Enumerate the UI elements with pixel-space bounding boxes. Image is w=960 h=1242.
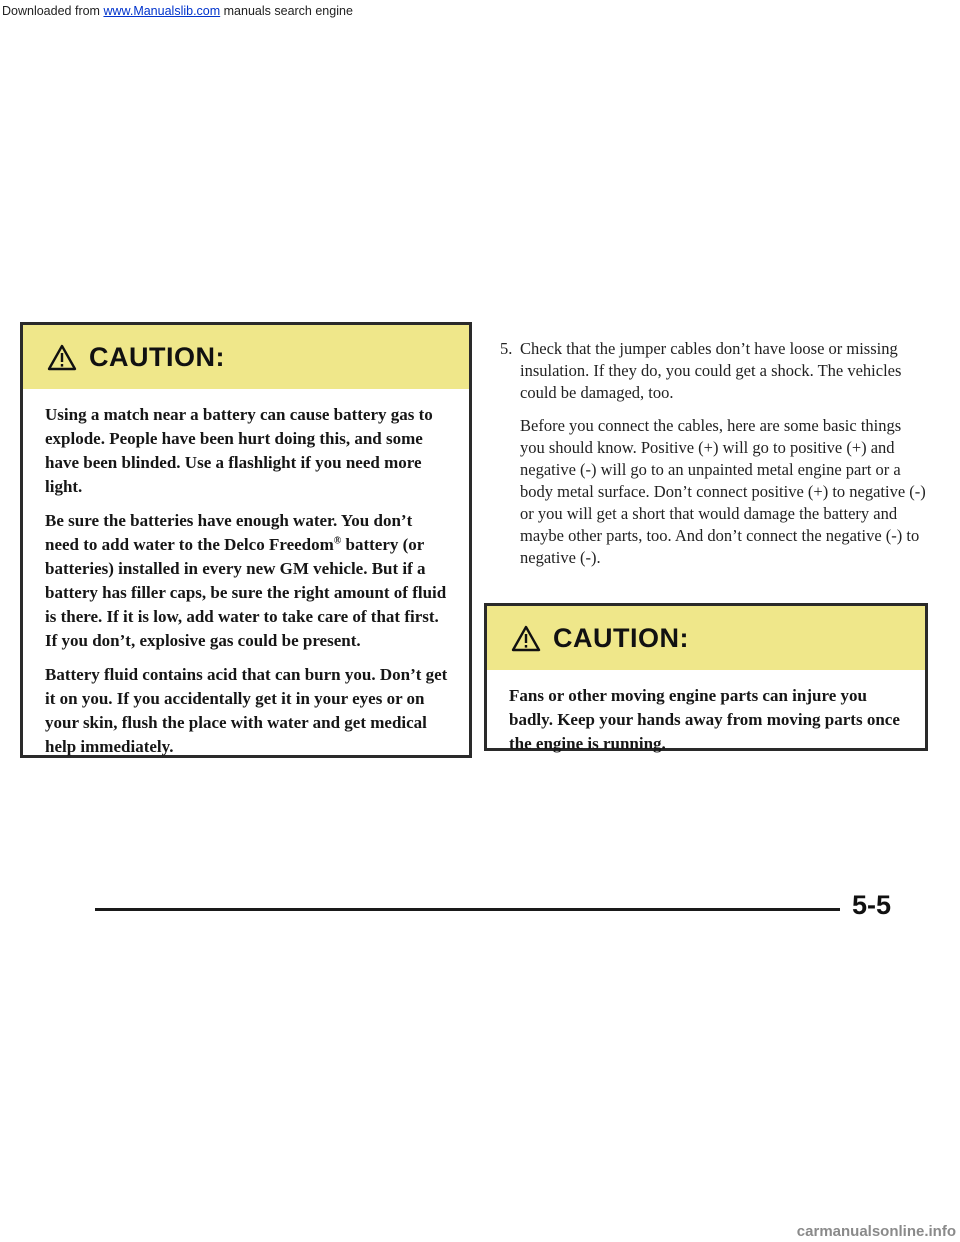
page-number: 5-5: [852, 890, 892, 920]
caution-paragraph: Using a match near a battery can cause battery gas to explode. People have been hurt doing this, and some have been blinded. Use a flashlight if you need more light.: [45, 405, 433, 496]
download-suffix: manuals search engine: [220, 4, 353, 18]
step-detail: Before you connect the cables, here are some basic things you should know. Positive (+) will go to positive (+) and negative (-) will go to an unpainted metal engine part or a body metal surface. Don’t connect positive (+) to negative (-) or you will get a short that would damage the battery and maybe other parts, too. And don’t connect the negative (-) to negative (-).: [520, 416, 926, 567]
caution-paragraph: Fans or other moving engine parts can injure you badly. Keep your hands away from moving parts once the engine is running.: [509, 686, 900, 753]
caution-paragraph-text: Be sure the batteries have enough water. You don’t need to add water to the Delco Freedom: [45, 511, 413, 554]
caution-body: [487, 670, 925, 756]
step-text: Check that the jumper cables don’t have loose or missing insulation. If they do, you could get a shock. The vehicles could be damaged, too.: [520, 339, 902, 402]
download-prefix: Downloaded from: [2, 4, 104, 18]
caution-paragraph-text: battery (or batteries) installed in every new GM vehicle. But if a battery has filler caps, be sure the right amount of fluid is there. If it is low, add water to take care of that first. If you don’t, explosive gas could be present.: [45, 535, 447, 650]
caution-body: [23, 389, 469, 759]
step-5: [500, 338, 930, 580]
caution-title: CAUTION:: [89, 341, 225, 372]
manualslib-link[interactable]: www.Manualslib.com: [103, 4, 221, 18]
caution-paragraph: [45, 509, 449, 653]
warning-triangle-icon: [511, 625, 541, 652]
step-number: 5.: [500, 339, 513, 358]
registered-mark: ®: [333, 535, 342, 547]
watermark: carmanualsonline.info: [796, 1223, 956, 1240]
warning-triangle-icon: [47, 344, 77, 371]
caution-banner: [23, 325, 469, 389]
caution-banner: [487, 606, 925, 670]
caution-title: CAUTION:: [553, 622, 689, 653]
caution-paragraph: Battery fluid contains acid that can burn you. Don’t get it on you. If you accidentally get it in your eyes or on your skin, flush the place with water and get medical help immediately.: [45, 665, 448, 756]
caution-box-battery: [20, 322, 472, 758]
footer-rule: [95, 908, 840, 911]
caution-box-fans: [484, 603, 928, 751]
download-header: [0, 0, 960, 22]
